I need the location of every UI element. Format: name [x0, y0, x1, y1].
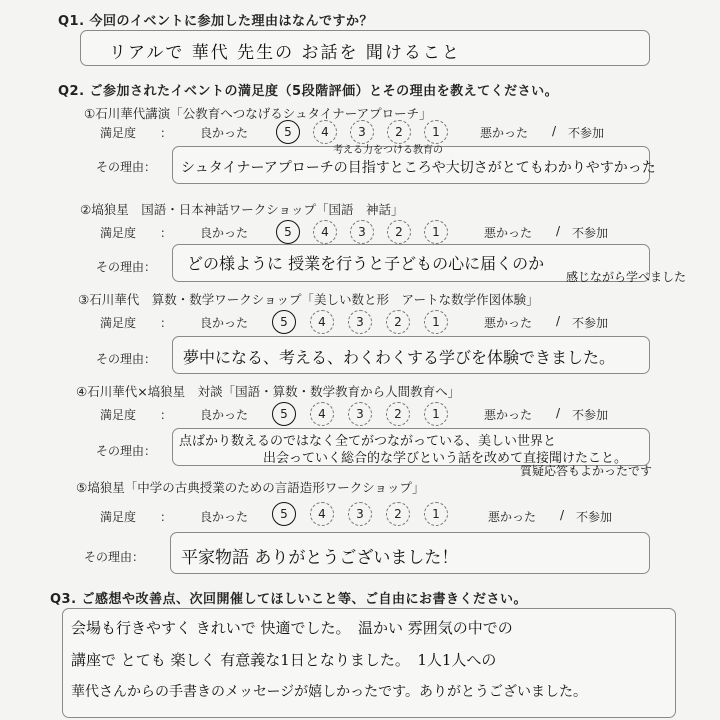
session-3-reason-text: 夢中になる、考える、わくわくする学びを体験できました。 — [183, 348, 616, 367]
q3-answer-box[interactable] — [62, 608, 676, 718]
session-5-colon: ： — [160, 510, 173, 524]
session-2-reason-label: その理由： — [96, 260, 157, 274]
session-2-rating-4[interactable]: 4 — [313, 220, 337, 244]
session-4-slash: / — [556, 406, 561, 420]
session-4-bad-label: 悪かった — [484, 408, 533, 422]
session-3-reason-label: その理由： — [96, 352, 157, 366]
session-2-rating-2[interactable]: 2 — [387, 220, 411, 244]
q3-answer-line-1: 会場も行きやすく きれいで 快適でした。 温かい 雰囲気の中での — [71, 619, 513, 637]
session-4-rating-1[interactable]: 1 — [424, 402, 448, 426]
session-3-rating-3[interactable]: 3 — [348, 310, 372, 334]
session-1-title: ①石川華代講演「公教育へつなげるシュタイナーアプローチ」 — [84, 106, 432, 121]
session-1-colon: ： — [160, 126, 173, 140]
session-3-rating-5[interactable]: 5 — [272, 310, 296, 334]
q3-label: Q3. ご感想や改善点、次回開催してほしいこと等、ご自由にお書きください。 — [50, 592, 528, 607]
q2-label: Q2. ご参加されたイベントの満足度（5段階評価）とその理由を教えてください。 — [58, 84, 559, 99]
session-3-slash: / — [556, 314, 561, 328]
session-2-bad-label: 悪かった — [484, 226, 533, 240]
session-5-reason-text: 平家物語 ありがとうございました！ — [181, 548, 459, 568]
session-4-reason-line-3: 質疑応答もよかったです — [520, 464, 653, 478]
session-1-no-participation[interactable]: 不参加 — [568, 126, 605, 140]
session-5-good-label: 良かった — [200, 510, 249, 524]
session-1-reason-label: その理由： — [96, 160, 157, 174]
session-4-reason-box[interactable] — [172, 428, 650, 466]
session-3-rating-4[interactable]: 4 — [310, 310, 334, 334]
session-1-rating-5[interactable]: 5 — [276, 120, 300, 144]
session-4-reason-line-2: 出会っていく総合的な学びという話を改めて直接聞けたこと。 — [263, 451, 628, 466]
session-3-reason-box[interactable] — [172, 336, 650, 374]
session-1-bad-label: 悪かった — [480, 126, 529, 140]
session-2-rating-1[interactable]: 1 — [424, 220, 448, 244]
session-2-reason-insert: 感じながら学べました — [566, 270, 687, 284]
session-3-rating-2[interactable]: 2 — [386, 310, 410, 334]
q3-answer-line-3: 華代さんからの手書きのメッセージが嬉しかったです。ありがとうございました。 — [71, 684, 588, 700]
session-2-colon: ： — [160, 226, 173, 240]
session-2-no-participation[interactable]: 不参加 — [572, 226, 609, 240]
session-4-title: ④石川華代×塙狼星 対談「国語・算数・数学教育から人間教育へ」 — [76, 384, 461, 399]
session-4-reason-label: その理由： — [96, 444, 157, 458]
session-5-rating-4[interactable]: 4 — [310, 502, 334, 526]
session-4-no-participation[interactable]: 不参加 — [572, 408, 609, 422]
q1-answer-box[interactable] — [80, 30, 650, 66]
session-2-rating-3[interactable]: 3 — [350, 220, 374, 244]
session-4-rating-2[interactable]: 2 — [386, 402, 410, 426]
session-3-no-participation[interactable]: 不参加 — [572, 316, 609, 330]
session-5-reason-label: その理由： — [84, 550, 145, 564]
session-1-rating-2[interactable]: 2 — [387, 120, 411, 144]
session-4-rating-4[interactable]: 4 — [310, 402, 334, 426]
session-5-satisfaction-label: 満足度 — [100, 510, 137, 524]
session-4-good-label: 良かった — [200, 408, 249, 422]
session-5-rating-2[interactable]: 2 — [386, 502, 410, 526]
q1-label: Q1. 今回のイベントに参加した理由はなんですか？ — [58, 14, 374, 29]
session-3-bad-label: 悪かった — [484, 316, 533, 330]
session-1-rating-1[interactable]: 1 — [424, 120, 448, 144]
session-1-reason-insert: 考える力をつける教育の — [333, 145, 443, 156]
session-2-rating-5[interactable]: 5 — [276, 220, 300, 244]
session-1-reason-box[interactable] — [172, 145, 656, 184]
session-5-rating-1[interactable]: 1 — [424, 502, 448, 526]
session-5-reason-box[interactable] — [170, 532, 650, 574]
session-4-reason-line-1: 点ばかり数えるのではなく全てがつながっている、美しい世界と — [179, 434, 557, 449]
session-2-reason-text: どの様ように 授業を行うと子どもの心に届くのか — [187, 254, 545, 273]
session-3-title: ③石川華代 算数・数学ワークショップ「美しい数と形 アートな数学作図体験」 — [78, 292, 539, 307]
session-2-satisfaction-label: 満足度 — [100, 226, 137, 240]
session-3-colon: ： — [160, 316, 173, 330]
session-1-satisfaction-label: 満足度 — [100, 126, 137, 140]
session-5-slash: / — [560, 508, 565, 522]
session-3-satisfaction-label: 満足度 — [100, 316, 137, 330]
session-5-rating-5[interactable]: 5 — [272, 502, 296, 526]
session-5-title: ⑤塙狼星「中学の古典授業のための言語造形ワークショップ」 — [76, 480, 425, 495]
session-1-rating-3[interactable]: 3 — [350, 120, 374, 144]
session-2-good-label: 良かった — [200, 226, 249, 240]
session-4-colon: ： — [160, 408, 173, 422]
session-1-slash: / — [552, 124, 557, 138]
session-1-reason-text: シュタイナーアプローチの目指すところや大切さがとてもわかりやすかった — [181, 160, 656, 176]
session-3-good-label: 良かった — [200, 316, 249, 330]
session-1-good-label: 良かった — [200, 126, 249, 140]
session-4-rating-5[interactable]: 5 — [272, 402, 296, 426]
session-3-rating-1[interactable]: 1 — [424, 310, 448, 334]
q1-answer-text: リアルで 華代 先生の お話を 聞けること — [109, 43, 461, 63]
session-5-rating-3[interactable]: 3 — [348, 502, 372, 526]
session-4-satisfaction-label: 満足度 — [100, 408, 137, 422]
session-2-title: ②塙狼星 国語・日本神話ワークショップ「国語 神話」 — [80, 202, 404, 217]
session-1-rating-4[interactable]: 4 — [313, 120, 337, 144]
session-5-no-participation[interactable]: 不参加 — [576, 510, 613, 524]
session-2-slash: / — [556, 224, 561, 238]
session-4-rating-3[interactable]: 3 — [348, 402, 372, 426]
q3-answer-line-2: 講座で とても 楽しく 有意義な1日となりました。 1人1人への — [71, 651, 497, 669]
session-5-bad-label: 悪かった — [488, 510, 537, 524]
